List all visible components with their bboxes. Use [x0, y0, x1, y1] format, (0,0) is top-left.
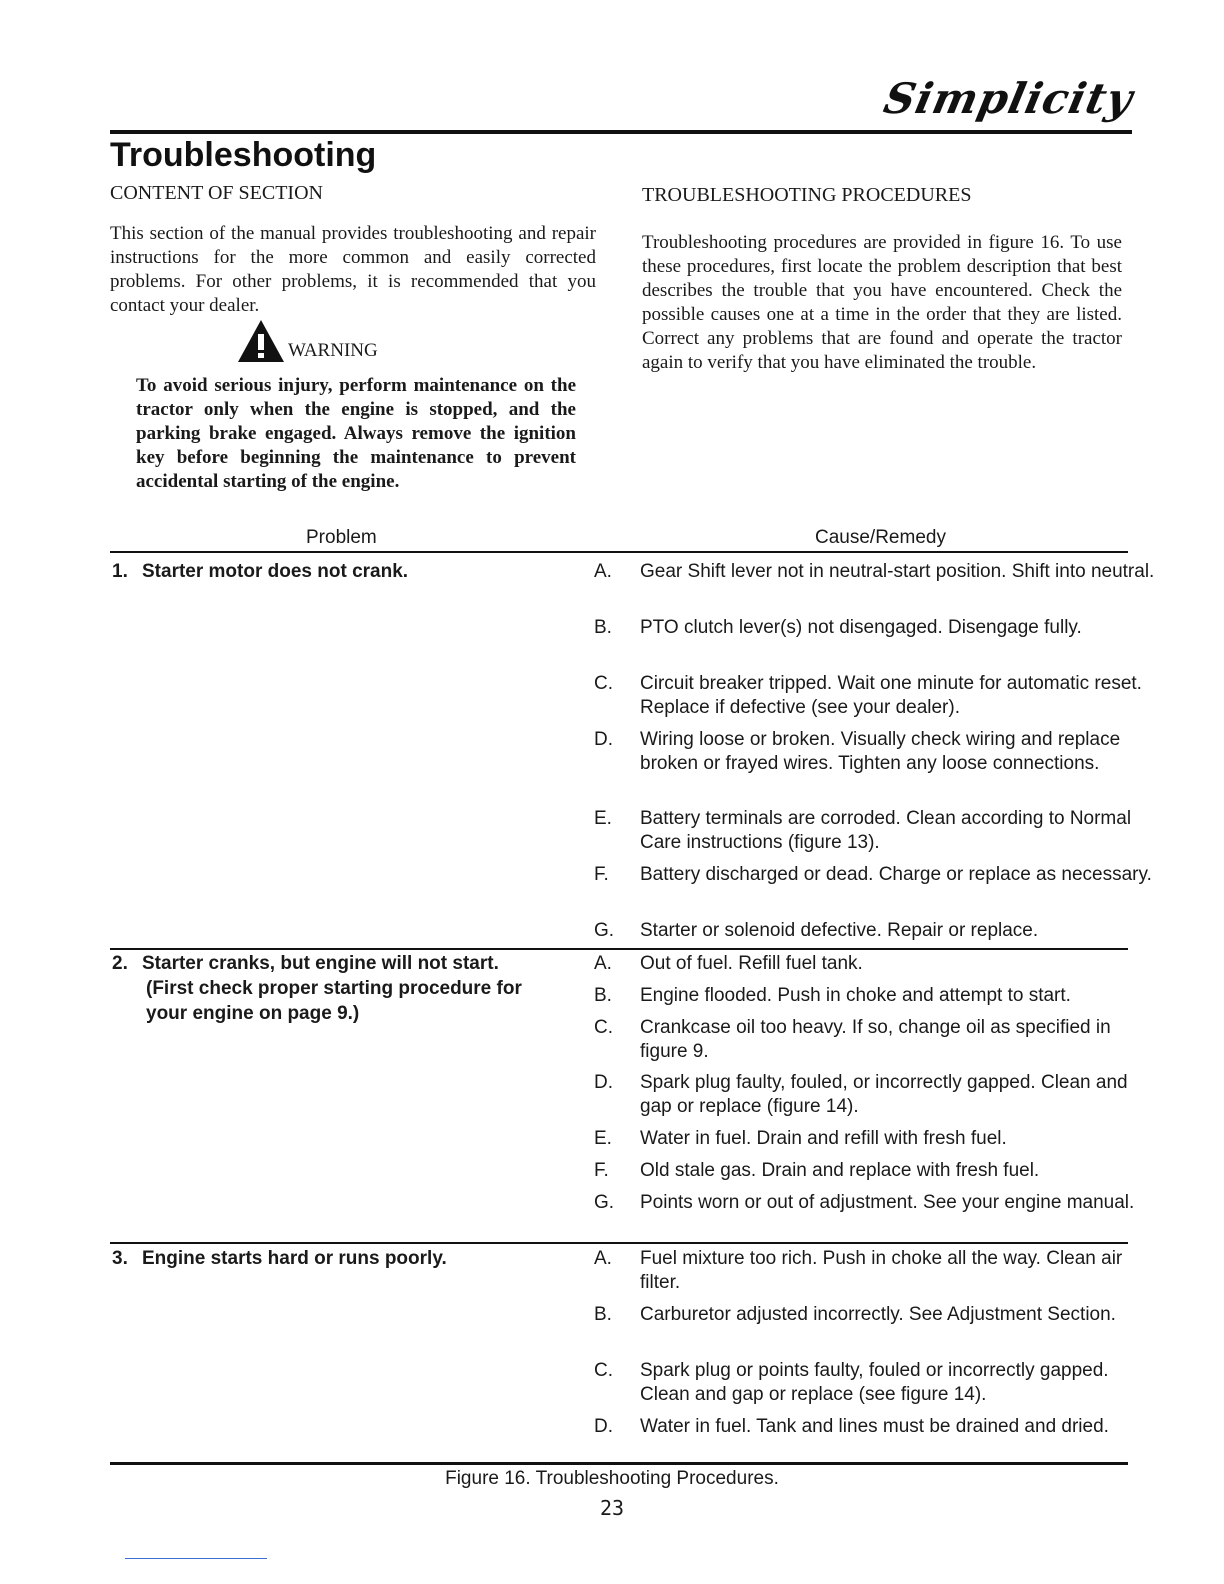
- cause-letter: E.: [594, 1128, 612, 1149]
- procedures-body: Troubleshooting procedures are provided in figure 16. To use these procedures, first locate the problem description that best describes the trouble that you have encountered. Check the possible causes one at a time in the order that they are listed. Correct any problems that are found and operate the tractor again to verify that you have eliminated the trouble.: [642, 232, 1122, 373]
- row-divider: [110, 948, 1128, 950]
- scan-artifact-line: [125, 1558, 267, 1559]
- cause-letter: E.: [594, 808, 612, 829]
- cause-text: Crankcase oil too heavy. If so, change oil as specified in figure 9.: [640, 1017, 1111, 1062]
- problem-text: Starter motor does not crank.: [142, 561, 409, 582]
- cause-letter: D.: [594, 1072, 613, 1093]
- cause-text: Starter or solenoid defective. Repair or replace.: [640, 920, 1039, 941]
- procedures-heading: TROUBLESHOOTING PROCEDURES: [642, 184, 972, 206]
- row-divider: [110, 1242, 1128, 1244]
- cause-text: Old stale gas. Drain and replace with fresh fuel.: [640, 1160, 1040, 1181]
- warning-icon: [236, 318, 286, 364]
- problem-description: [112, 559, 408, 584]
- problem-text: Engine starts hard or runs poorly.: [142, 1248, 447, 1269]
- cause-text: Circuit breaker tripped. Wait one minute for automatic reset. Replace if defective (see your dealer).: [640, 673, 1142, 718]
- cause-text: Water in fuel. Drain and refill with fresh fuel.: [640, 1128, 1007, 1149]
- cause-text: Water in fuel. Tank and lines must be drained and dried.: [640, 1416, 1109, 1437]
- cause-letter: B.: [594, 617, 612, 638]
- problem-note: your engine on page 9.): [146, 1003, 360, 1024]
- cause-letter: A.: [594, 1248, 612, 1269]
- problem-text: Starter cranks, but engine will not start.: [142, 953, 499, 974]
- cause-letter: B.: [594, 1304, 612, 1325]
- cause-text: Battery terminals are corroded. Clean according to Normal Care instructions (figure 13).: [640, 808, 1132, 853]
- cause-letter: C.: [594, 673, 613, 694]
- content-section-heading: CONTENT OF SECTION: [110, 182, 323, 204]
- cause-text: Gear Shift lever not in neutral-start position. Shift into neutral.: [640, 561, 1155, 582]
- cause-text: Carburetor adjusted incorrectly. See Adjustment Section.: [640, 1304, 1116, 1325]
- cause-letter: F.: [594, 1160, 609, 1181]
- cause-text: Spark plug or points faulty, fouled or incorrectly gapped. Clean and gap or replace (see figure 14).: [640, 1360, 1109, 1405]
- problem-description: [112, 951, 522, 1026]
- problem-column-header: Problem: [306, 527, 377, 548]
- cause-letter: D.: [594, 729, 613, 750]
- table-bottom-rule: [110, 1462, 1128, 1465]
- cause-text: Battery discharged or dead. Charge or replace as necessary.: [640, 864, 1152, 885]
- page-number: 23: [599, 1496, 625, 1520]
- problem-number: 1.: [112, 561, 128, 582]
- problem-number: 3.: [112, 1248, 128, 1269]
- cause-column-header: Cause/Remedy: [815, 527, 946, 548]
- content-section-body: This section of the manual provides troubleshooting and repair instructions for the more common and easily corrected problems. For other problems, it is recommended that you contact your dealer.: [110, 223, 596, 316]
- cause-text: Fuel mixture too rich. Push in choke all the way. Clean air filter.: [640, 1248, 1123, 1293]
- table-header-rule: [110, 551, 1128, 553]
- cause-letter: G.: [594, 1192, 615, 1213]
- warning-text: To avoid serious injury, perform maintenance on the tractor only when the engine is stopped, and the parking brake engaged. Always remove the ignition key before beginning the maintenance to prevent accidental starting of the engine.: [136, 375, 576, 492]
- cause-letter: B.: [594, 985, 612, 1006]
- cause-letter: D.: [594, 1416, 613, 1437]
- cause-text: Spark plug faulty, fouled, or incorrectly gapped. Clean and gap or replace (figure 14).: [640, 1072, 1128, 1117]
- warning-header: [236, 318, 378, 364]
- cause-letter: A.: [594, 953, 612, 974]
- problem-note: (First check proper starting procedure for: [146, 978, 522, 999]
- cause-letter: C.: [594, 1360, 613, 1381]
- problem-description: [112, 1246, 447, 1271]
- page-title: Troubleshooting: [110, 136, 377, 174]
- warning-label: WARNING: [288, 340, 378, 361]
- cause-text: PTO clutch lever(s) not disengaged. Disengage fully.: [640, 617, 1082, 638]
- header-rule: [110, 130, 1132, 134]
- cause-letter: A.: [594, 561, 612, 582]
- cause-text: Engine flooded. Push in choke and attempt to start.: [640, 985, 1071, 1006]
- figure-caption: Figure 16. Troubleshooting Procedures.: [445, 1468, 779, 1489]
- brand-logo: Simplicity: [879, 74, 1138, 123]
- cause-text: Out of fuel. Refill fuel tank.: [640, 953, 863, 974]
- cause-letter: C.: [594, 1017, 613, 1038]
- cause-letter: G.: [594, 920, 615, 941]
- cause-text: Wiring loose or broken. Visually check wiring and replace broken or frayed wires. Tighten any loose connections.: [640, 729, 1121, 774]
- cause-text: Points worn or out of adjustment. See your engine manual.: [640, 1192, 1135, 1213]
- problem-number: 2.: [112, 953, 128, 974]
- cause-letter: F.: [594, 864, 609, 885]
